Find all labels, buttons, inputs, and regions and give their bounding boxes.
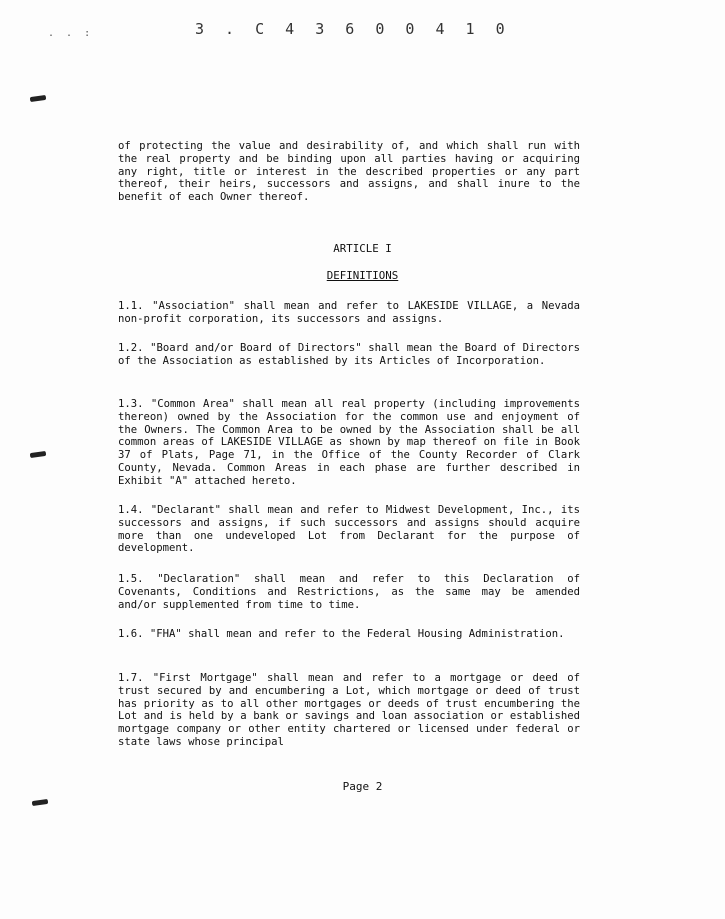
definition-text: 1.7. "First Mortgage" shall mean and refer to a mortgage or deed of trust secured by and encumbering a Lot, which mortgage or deed of trust has priority as to all other mortgages or deeds of trust encumbering the Lot and is held by a bank or savings and loan association or established mortgage company or other entity chartered or licensed under federal or state laws whose principal <box>118 672 580 748</box>
page-number: Page 2 <box>342 780 383 793</box>
definition-1-4 <box>118 504 580 555</box>
article-heading: ARTICLE I <box>333 242 392 255</box>
intro-text: of protecting the value and desirability of, and which shall run with the real property and be binding upon all parties having or acquiring any right, title or interest in the described properties or any part thereof, their heirs, successors and assigns, and shall inure to the benefit of each Owner thereof. <box>118 140 580 204</box>
binder-hole-mark <box>32 799 49 806</box>
intro-paragraph <box>118 140 580 204</box>
definition-1-7 <box>118 672 580 749</box>
definition-1-3 <box>118 398 580 488</box>
definition-text: 1.5. "Declaration" shall mean and refer to this Declaration of Covenants, Conditions and Restrictions, as the same may be amended and/or supplemented from time to time. <box>118 573 580 611</box>
definition-text: 1.3. "Common Area" shall mean all real property (including improvements thereon) owned by the Association for the common use and enjoyment of the Owners. The Common Area to be owned by the Association shall be all common areas of LAKESIDE VILLAGE as shown by map thereof on file in Book 37 of Plats, Page 71, in the Office of the County Recorder of Clark County, Nevada. Common Areas in each phase are further described in Exhibit "A" attached hereto. <box>118 398 580 487</box>
binder-hole-mark <box>30 451 47 458</box>
definition-1-5 <box>118 573 580 611</box>
article-subheading: DEFINITIONS <box>326 269 399 282</box>
definition-1-2 <box>118 342 580 368</box>
definition-1-1 <box>118 300 580 326</box>
definition-text: 1.2. "Board and/or Board of Directors" shall mean the Board of Directors of the Association as established by its Articles of Incorporation. <box>118 342 580 367</box>
binder-hole-mark <box>30 95 47 102</box>
definition-text: 1.6. "FHA" shall mean and refer to the Federal Housing Administration. <box>118 628 565 640</box>
document-number: 3 . C 4 3 6 0 0 4 1 0 <box>195 20 511 38</box>
definition-text: 1.4. "Declarant" shall mean and refer to Midwest Development, Inc., its successors and assigns, if such successors and assigns should acquire more than one undeveloped Lot from Declarant for the purpose of development. <box>118 504 580 555</box>
definition-text: 1.1. "Association" shall mean and refer to LAKESIDE VILLAGE, a Nevada non-profit corporation, its successors and assigns. <box>118 300 580 325</box>
corner-mark: . . : <box>48 28 94 39</box>
definition-1-6 <box>118 628 580 641</box>
